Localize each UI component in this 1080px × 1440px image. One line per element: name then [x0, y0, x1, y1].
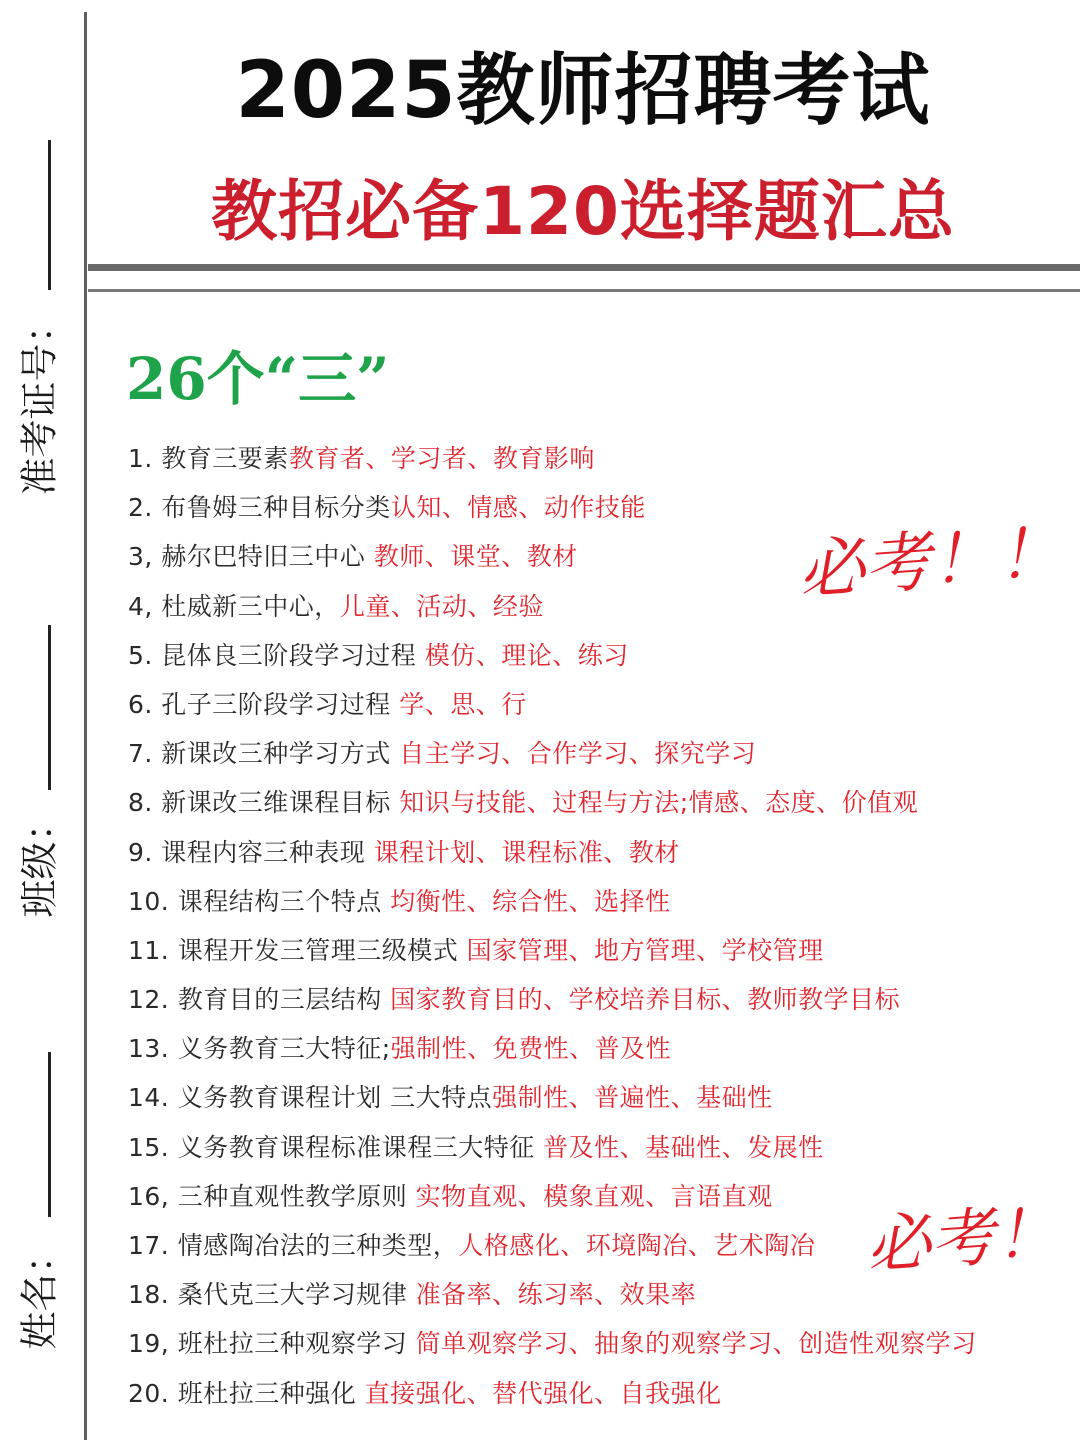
item-question: 3, 赫尔巴特旧三中心: [128, 542, 374, 572]
item-question: 5. 昆体良三阶段学习过程: [128, 640, 425, 670]
name-label: 姓名：: [17, 1234, 62, 1350]
stamp-must-test-bottom: 必考！: [864, 1196, 1061, 1284]
item-question: 12. 教育目的三层结构: [128, 985, 391, 1015]
item-answer: 国家管理、地方管理、学校管理: [466, 935, 824, 965]
list-item: [128, 1024, 1068, 1073]
list-item: [128, 1369, 1068, 1418]
class-underline: [48, 625, 51, 790]
item-question: 18. 桑代克三大学习规律: [128, 1280, 416, 1310]
item-answer: 直接强化、替代强化、自我强化: [364, 1378, 722, 1408]
list-item: [128, 926, 1068, 975]
list-item: [128, 631, 1068, 680]
page-title: 2025教师招聘考试: [235, 46, 931, 136]
page-subtitle: 教招必备120选择题汇总: [211, 173, 955, 250]
item-question: 16, 三种直观性教学原则: [128, 1181, 416, 1211]
list-item: [128, 975, 1068, 1024]
list-item: [128, 877, 1068, 926]
item-question: 10. 课程结构三个特点: [128, 886, 391, 916]
list-item: [128, 1319, 1068, 1368]
item-answer: 知识与技能、过程与方法;情感、态度、价值观: [399, 788, 919, 818]
item-question: 6. 孔子三阶段学习过程: [128, 689, 400, 719]
item-question: 19, 班杜拉三种观察学习: [128, 1329, 416, 1359]
item-question: 9. 课程内容三种表现: [128, 837, 374, 867]
item-question: 11. 课程开发三管理三级模式: [128, 935, 467, 965]
list-item: [128, 680, 1068, 729]
item-answer: 普及性、基础性、发展性: [543, 1132, 824, 1162]
item-question: 4, 杜威新三中心，: [128, 591, 340, 621]
list-item: [128, 828, 1068, 877]
section-title: 26个“三”: [126, 345, 390, 413]
item-question: 13. 义务教育三大特征;: [128, 1034, 391, 1064]
list-item: [128, 778, 1068, 827]
exam-id-underline: [48, 140, 51, 290]
exam-id-label-wrap: [6, 300, 66, 500]
item-question: 2. 布鲁姆三种目标分类: [128, 493, 391, 523]
list-item: [128, 729, 1068, 778]
item-answer: 教育者、学习者、教育影响: [288, 444, 595, 473]
item-question: 15. 义务教育课程标准课程三大特征: [128, 1132, 544, 1162]
exam-id-label: 准考证号：: [17, 304, 62, 496]
item-answer: 课程计划、课程标准、教材: [373, 837, 680, 867]
item-answer: 儿童、活动、经验: [339, 591, 544, 621]
item-answer: 国家教育目的、学校培养目标、教师教学目标: [390, 985, 901, 1015]
item-answer: 均衡性、综合性、选择性: [390, 886, 671, 916]
list-item: [128, 1073, 1068, 1122]
stamp-must-test-top: 必考！！: [796, 513, 1065, 610]
item-answer: 强制性、免费性、普及性: [390, 1034, 672, 1064]
class-label: 班级：: [17, 802, 62, 918]
item-answer: 强制性、普遍性、基础性: [492, 1083, 773, 1113]
item-question: 8. 新课改三维课程目标: [128, 788, 400, 818]
left-margin: [0, 0, 86, 1440]
item-answer: 学、思、行: [399, 689, 527, 719]
item-question: 17. 情感陶冶法的三种类型，: [128, 1231, 459, 1260]
item-answer: 模仿、理论、练习: [424, 640, 629, 670]
header-rule-thin: [88, 289, 1080, 292]
item-question: 7. 新课改三种学习方式: [128, 739, 400, 769]
item-answer: 自主学习、合作学习、探究学习: [399, 739, 757, 769]
class-label-wrap: [6, 800, 66, 920]
item-answer: 教师、课堂、教材: [373, 542, 578, 572]
item-answer: 准备率、练习率、效果率: [415, 1280, 697, 1310]
item-question: 20. 班杜拉三种强化: [128, 1378, 365, 1408]
item-answer: 简单观察学习、抽象的观察学习、创造性观察学习: [415, 1329, 977, 1359]
item-answer: 认知、情感、动作技能: [390, 493, 646, 523]
item-question: 1. 教育三要素: [128, 444, 289, 473]
header-rule-thick: [88, 264, 1080, 271]
list-item: [128, 434, 1068, 483]
name-underline: [48, 1052, 51, 1217]
item-question: 14. 义务教育课程计划 三大特点: [128, 1083, 493, 1113]
name-label-wrap: [6, 1232, 66, 1352]
list-item: [128, 1123, 1068, 1172]
item-answer: 人格感化、环境陶冶、艺术陶冶: [458, 1231, 816, 1260]
item-answer: 实物直观、模象直观、言语直观: [415, 1181, 773, 1211]
